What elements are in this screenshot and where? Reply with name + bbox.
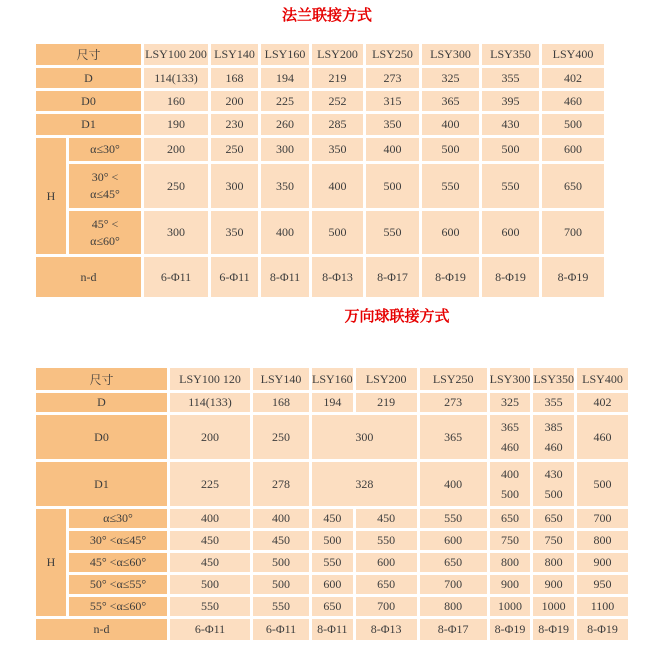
header-row [36,44,604,65]
data-cell: 700 [542,211,604,254]
size-header-cell: 尺寸 [36,368,167,390]
data-cell: 114(133) [144,68,208,88]
size-header-cell: 尺寸 [36,44,141,65]
data-cell: 500 [482,138,539,161]
data-cell: 8-Φ17 [366,257,419,297]
data-cell: 6-Φ11 [144,257,208,297]
column-header-cell: LSY350 [533,368,574,390]
data-cell: 355 [533,393,574,412]
data-cell: 402 [542,68,604,88]
universal-ball-connection-table [33,365,631,643]
data-cell: 450 [170,553,250,572]
row-h-angle-55-60 [36,597,628,616]
data-cell: 355 [482,68,539,88]
ball-table-title: 万向球联接方式 [344,309,450,325]
data-cell: 395 [482,91,539,111]
data-cell: 8-Φ13 [312,257,363,297]
data-cell: 550 [170,597,250,616]
data-cell: 8-Φ19 [422,257,479,297]
data-cell: 800 [490,553,531,572]
row-h-angle-45-60 [36,211,604,254]
data-cell: 650 [542,164,604,208]
data-cell: 190 [144,114,208,135]
header-row [36,368,628,390]
row-label-cell: D [36,68,141,88]
column-header-cell: LSY100 120 [170,368,250,390]
angle-label-cell: 30° <α≤45° [69,531,167,550]
data-cell-stacked: 385 460 [533,415,574,459]
row-h-angle-30-45 [36,531,628,550]
data-cell: 550 [356,531,417,550]
row-h-angle-30-45 [36,164,604,208]
data-cell: 350 [312,138,363,161]
data-cell: 460 [542,91,604,111]
data-cell: 300 [261,138,309,161]
data-cell: 6-Φ11 [170,619,250,640]
column-header-cell: LSY100 200 [144,44,208,65]
row-label-cell: n-d [36,257,141,297]
data-cell: 700 [356,597,417,616]
row-label-cell: D0 [36,91,141,111]
data-cell: 8-Φ13 [356,619,417,640]
data-cell: 500 [577,462,628,506]
data-cell: 800 [533,553,574,572]
data-cell-stacked: 365 460 [490,415,531,459]
data-cell: 250 [144,164,208,208]
data-cell: 1100 [577,597,628,616]
column-header-cell: LSY300 [490,368,531,390]
data-cell-stacked: 400 500 [490,462,531,506]
data-cell: 273 [366,68,419,88]
data-cell: 600 [420,531,487,550]
column-header-cell: LSY140 [211,44,258,65]
data-cell: 250 [211,138,258,161]
data-cell: 430 [482,114,539,135]
data-cell: 1000 [533,597,574,616]
column-header-cell: LSY160 [261,44,309,65]
data-cell: 500 [312,531,353,550]
data-cell: 8-Φ17 [420,619,487,640]
data-cell: 650 [490,509,531,528]
data-cell-stacked: 430 500 [533,462,574,506]
data-cell: 550 [422,164,479,208]
row-d1 [36,462,628,506]
row-h-angle-30 [36,138,604,161]
data-cell: 650 [533,509,574,528]
column-header-cell: LSY400 [577,368,628,390]
data-cell: 700 [577,509,628,528]
data-cell: 8-Φ19 [542,257,604,297]
data-cell: 6-Φ11 [211,257,258,297]
angle-label-cell: α≤30° [69,509,167,528]
data-cell: 300 [144,211,208,254]
data-cell: 278 [253,462,309,506]
data-cell: 900 [533,575,574,594]
data-cell: 400 [253,509,309,528]
data-cell: 400 [422,114,479,135]
column-header-cell: LSY200 [312,44,363,65]
data-cell: 194 [312,393,353,412]
column-header-cell: LSY250 [366,44,419,65]
angle-label-cell: 45° <α≤60° [69,553,167,572]
data-cell: 400 [312,164,363,208]
data-cell: 325 [490,393,531,412]
data-cell: 252 [312,91,363,111]
data-cell: 450 [170,531,250,550]
data-cell: 800 [420,597,487,616]
column-header-cell: LSY350 [482,44,539,65]
data-cell: 450 [356,509,417,528]
data-cell: 500 [312,211,363,254]
data-cell: 550 [312,553,353,572]
data-cell: 402 [577,393,628,412]
data-cell: 200 [211,91,258,111]
data-cell: 273 [420,393,487,412]
row-label-cell: D1 [36,114,141,135]
data-cell: 550 [420,509,487,528]
row-h-angle-50-55 [36,575,628,594]
angle-label-cell: 50° <α≤55° [69,575,167,594]
flange-connection-table [33,41,607,300]
row-label-cell: n-d [36,619,167,640]
data-cell: 600 [312,575,353,594]
data-cell: 8-Φ19 [490,619,531,640]
data-cell: 114(133) [170,393,250,412]
h-group-label-cell: H [36,138,66,254]
data-cell-merged: 328 [312,462,417,506]
data-cell: 285 [312,114,363,135]
data-cell: 450 [312,509,353,528]
row-label-cell: D [36,393,167,412]
data-cell: 460 [577,415,628,459]
data-cell: 219 [312,68,363,88]
row-d0 [36,91,604,111]
data-cell: 350 [261,164,309,208]
data-cell: 500 [422,138,479,161]
column-header-cell: LSY200 [356,368,417,390]
data-cell: 168 [211,68,258,88]
flange-table-title: 法兰联接方式 [281,8,372,24]
h-group-label-cell: H [36,509,66,616]
angle-label-cell: 30° < α≤45° [69,164,141,208]
row-h-angle-30 [36,509,628,528]
data-cell: 365 [420,415,487,459]
data-cell: 750 [533,531,574,550]
data-cell: 8-Φ19 [533,619,574,640]
data-cell: 600 [542,138,604,161]
row-label-cell: D0 [36,415,167,459]
data-cell: 600 [356,553,417,572]
data-cell: 350 [366,114,419,135]
data-cell: 225 [261,91,309,111]
data-cell: 500 [253,553,309,572]
data-cell: 200 [170,415,250,459]
row-nd [36,619,628,640]
data-cell: 230 [211,114,258,135]
data-cell: 8-Φ11 [261,257,309,297]
data-cell: 168 [253,393,309,412]
data-cell: 200 [144,138,208,161]
data-cell: 6-Φ11 [253,619,309,640]
column-header-cell: LSY400 [542,44,604,65]
data-cell: 365 [422,91,479,111]
data-cell: 1000 [490,597,531,616]
data-cell: 900 [577,553,628,572]
data-cell: 950 [577,575,628,594]
angle-label-cell: α≤30° [69,138,141,161]
data-cell: 600 [422,211,479,254]
data-cell: 160 [144,91,208,111]
data-cell: 800 [577,531,628,550]
data-cell: 500 [253,575,309,594]
row-label-cell: D1 [36,462,167,506]
data-cell: 500 [170,575,250,594]
data-cell: 300 [211,164,258,208]
data-cell: 700 [420,575,487,594]
angle-label-cell: 55° <α≤60° [69,597,167,616]
data-cell: 550 [253,597,309,616]
data-cell: 250 [253,415,309,459]
data-cell: 8-Φ11 [312,619,353,640]
data-cell: 400 [170,509,250,528]
column-header-cell: LSY160 [312,368,353,390]
data-cell: 650 [356,575,417,594]
data-cell: 8-Φ19 [482,257,539,297]
data-cell-merged: 300 [312,415,417,459]
data-cell: 550 [482,164,539,208]
data-cell: 194 [261,68,309,88]
data-cell: 500 [366,164,419,208]
row-d1 [36,114,604,135]
data-cell: 400 [366,138,419,161]
data-cell: 219 [356,393,417,412]
row-h-angle-45-60 [36,553,628,572]
data-cell: 650 [420,553,487,572]
angle-label-cell: 45° < α≤60° [69,211,141,254]
row-nd [36,257,604,297]
data-cell: 600 [482,211,539,254]
data-cell: 325 [422,68,479,88]
column-header-cell: LSY300 [422,44,479,65]
data-cell: 260 [261,114,309,135]
data-cell: 650 [312,597,353,616]
data-cell: 8-Φ19 [577,619,628,640]
row-d0 [36,415,628,459]
data-cell: 315 [366,91,419,111]
column-header-cell: LSY140 [253,368,309,390]
data-cell: 750 [490,531,531,550]
data-cell: 500 [542,114,604,135]
data-cell: 400 [261,211,309,254]
data-cell: 450 [253,531,309,550]
data-cell: 225 [170,462,250,506]
data-cell: 350 [211,211,258,254]
data-cell: 900 [490,575,531,594]
data-cell: 400 [420,462,487,506]
column-header-cell: LSY250 [420,368,487,390]
row-d [36,68,604,88]
row-d [36,393,628,412]
data-cell: 550 [366,211,419,254]
